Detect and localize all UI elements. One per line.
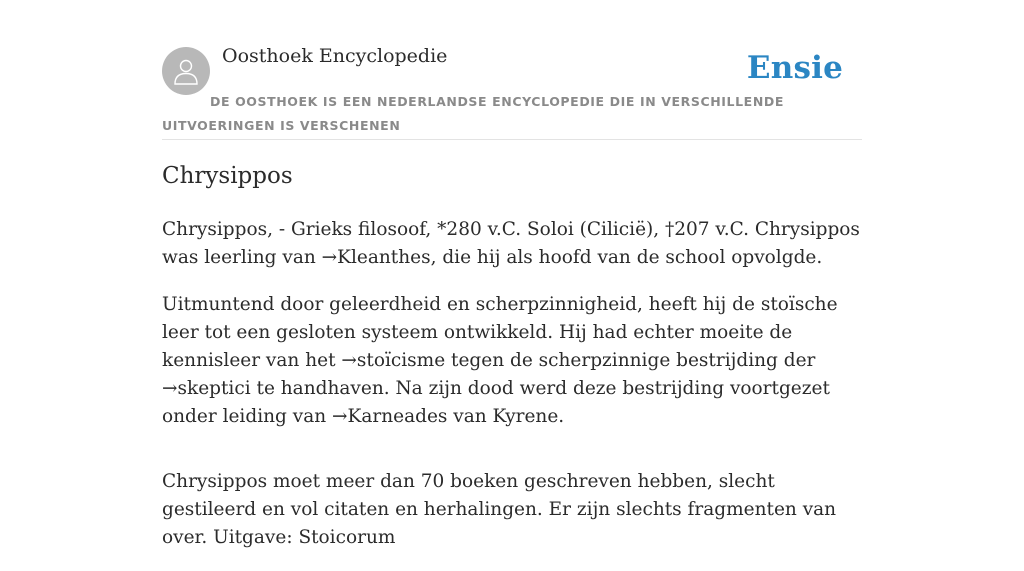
brand-logo[interactable]: Ensie [746, 50, 843, 86]
article-paragraph: Chrysippos, - Grieks filosoof, *280 v.C. Soloi (Cilicië), †207 v.C. Chrysippos was leerling van →Kleanthes, die hij als hoofd van de school opvolgde. [162, 219, 860, 268]
page-container [162, 0, 862, 548]
avatar[interactable] [162, 47, 210, 95]
article-paragraph: Uitmuntend door geleerdheid en scherpzinnigheid, heeft hij de stoïsche leer tot een gesloten systeem ontwikkeld. Hij had echter moeite de kennisleer van het →stoïcisme tegen de scherpzinnige bestrijding der →skeptici te handhaven. Na zijn dood werd deze bestrijding voortgezet onder leiding van →Karneades van Kyrene. [162, 294, 838, 427]
article-paragraph: Chrysippos moet meer dan 70 boeken geschreven hebben, slecht gestileerd en vol citaten en herhalingen. Er zijn slechts fragmenten van over. Uitgave: Stoicorum [162, 471, 837, 548]
page-title: Chrysippos [162, 163, 293, 189]
site-tagline: DE OOSTHOEK IS EEN NEDERLANDSE ENCYCLOPEDIE DIE IN VERSCHILLENDE UITVOERINGEN IS VERSCHENEN [162, 94, 784, 133]
site-name[interactable]: Oosthoek Encyclopedie [222, 45, 448, 67]
article-body [162, 216, 862, 571]
site-header [162, 0, 862, 140]
user-icon [171, 56, 201, 86]
